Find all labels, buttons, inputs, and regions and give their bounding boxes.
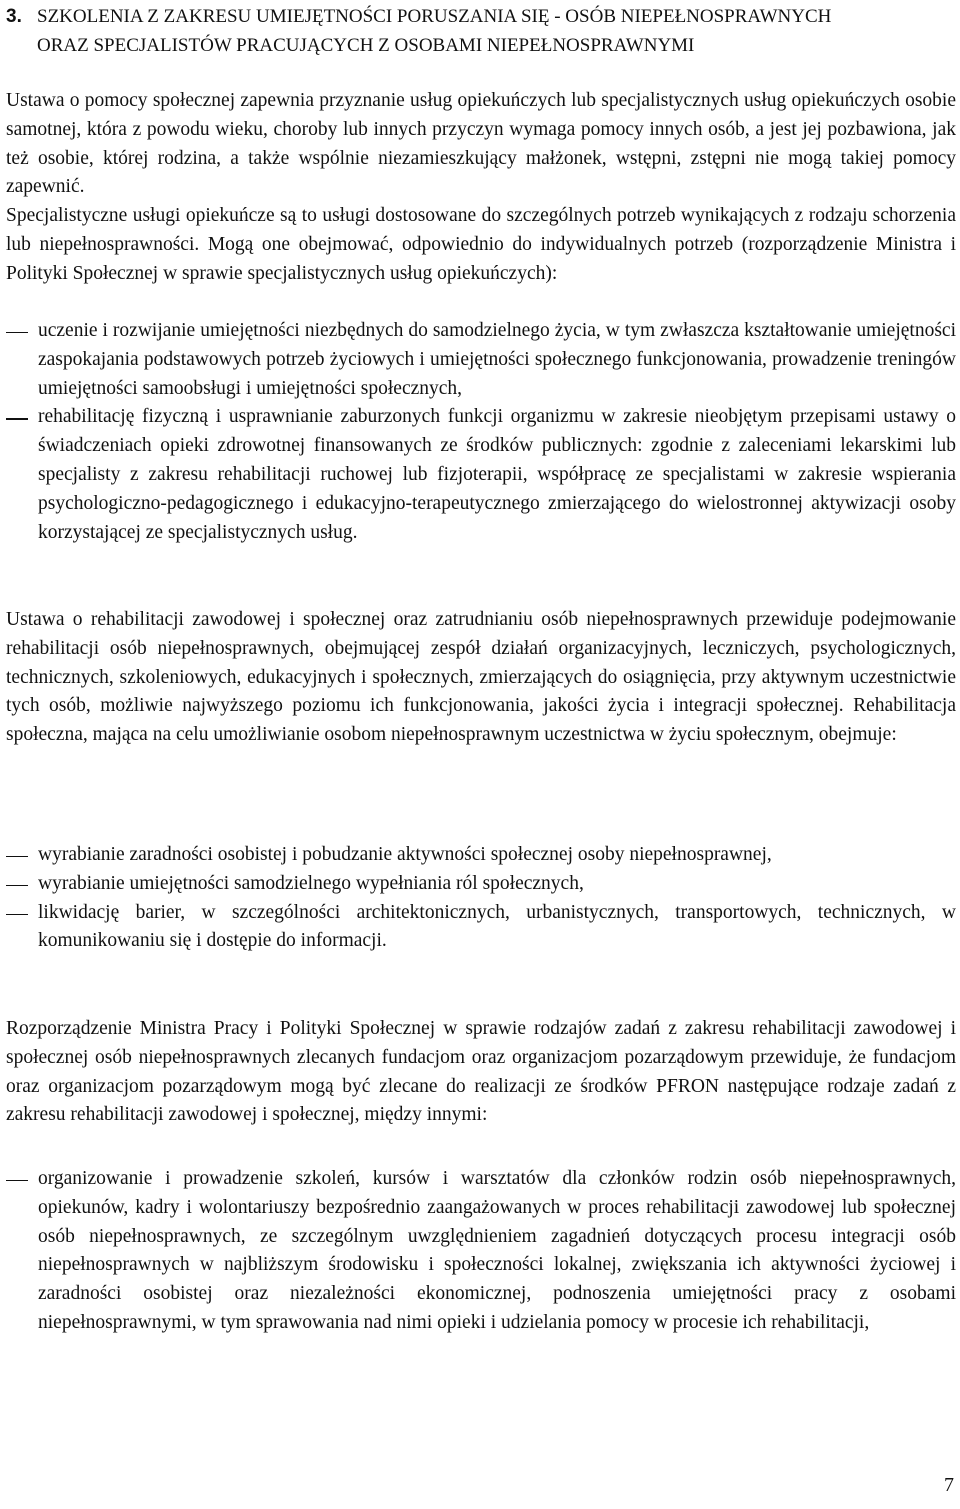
section-title-line-2: ORAZ SPECJALISTÓW PRACUJĄCYCH Z OSOBAMI NIEPEŁNOSPRAWNYMI — [37, 35, 695, 56]
page-number: 7 — [944, 1474, 954, 1496]
list-item-text: wyrabianie umiejętności samodzielnego wypełniania ról społecznych, — [38, 872, 584, 894]
section-heading — [6, 2, 956, 60]
list-item-text: likwidację barier, w szczególności architektonicznych, urbanistycznych, transportowych, technicznych, w komunikowaniu się i dostępie do informacji. — [38, 901, 956, 952]
list-item — [6, 841, 956, 870]
paragraph-specjalistyczne-uslugi: Specjalistyczne usługi opiekuńcze są to usługi dostosowane do szczególnych potrzeb wynikających z rodzaju schorzenia lub niepełnosprawności. Mogą one obejmować, odpowiednio do indywidualnych potrzeb (rozporządzenie Ministra i Polityki Społecznej w sprawie specjalistycznych usług opiekuńczych): — [6, 205, 956, 284]
list-rehabilitacja-spoleczna — [6, 841, 956, 956]
list-zadania-pfron — [6, 1165, 956, 1338]
list-item-text: wyrabianie zaradności osobistej i pobudzanie aktywności społecznej osoby niepełnosprawnej, — [38, 844, 772, 865]
list-item — [6, 1165, 956, 1338]
list-item-text: organizowanie i prowadzenie szkoleń, kursów i warsztatów dla członków rodzin osób niepełnosprawnych, opiekunów, kadry i wolontariuszy bezpośrednio zaangażowanych w proces rehabilitacji zawodowej lub społecznej osób niepełnosprawnych, ze szczególnym uwzględnieniem zagadnień dotyczących procesu integracji osób niepełnosprawnych w najbliższym środowisku i społeczności lokalnej, zwiększania ich aktywności życiowej i zaradności osobistej oraz niezależności ekonomicznej, podnoszenia umiejętności pracy z osobami niepełnosprawnymi, w tym sprawowania nad nimi opieki i udzielania pomocy w procesie ich rehabilitacji, — [38, 1168, 956, 1333]
list-item-text: rehabilitację fizyczną i usprawnianie zaburzonych funkcji organizmu w zakresie nieobjętym przepisami ustawy o świadczeniach opieki zdrowotnej finansowanych ze środków publicznych: zgodnie z zaleceniami lekarskimi lub specjalisty z zakresu rehabilitacji ruchowej lub fizjoterapii, współpracę ze specjalistami w zakresie wspierania psychologiczno-pedagogicznego i edukacyjno-terapeutycznego zmierzającego do wielostronnej aktywizacji osoby korzystającej ze specjalistycznych usług. — [38, 406, 956, 543]
paragraph-rozporzadzenie: Rozporządzenie Ministra Pracy i Polityki Społecznej w sprawie rodzajów zadań z zakresu rehabilitacji zawodowej i społecznej osób niepełnosprawnych zlecanych fundacjom oraz organizacjom pozarządowym przewiduje, że fundacjom oraz organizacjom pozarządowym mogą być zlecane do realizacji ze środków PFRON następujące rodzaje zadań z zakresu rehabilitacji zawodowej i społecznej, między innymi: — [6, 1018, 956, 1126]
list-item-text: uczenie i rozwijanie umiejętności niezbędnych do samodzielnego życia, w tym zwłaszcza kształtowanie umiejętności zaspokajania podstawowych potrzeb życiowych i umiejętności społecznego funkcjonowania, prowadzenie treningów umiejętności samoobsługi i umiejętności społecznych, — [38, 320, 956, 399]
list-item — [6, 870, 956, 899]
section-number: 3. — [6, 6, 22, 27]
list-item — [6, 403, 956, 547]
section-title-line-1: SZKOLENIA Z ZAKRESU UMIEJĘTNOŚCI PORUSZANIA SIĘ - OSÓB NIEPEŁNOSPRAWNYCH — [37, 6, 832, 27]
paragraph-pomoc-spoleczna: Ustawa o pomocy społecznej zapewnia przyznanie usług opiekuńczych lub specjalistycznych usług opiekuńczych osobie samotnej, która z powodu wieku, choroby lub innych przyczyn wymaga pomocy innych osób, a jest jej pozbawiona, jak też osobie, której rodzina, a także wspólnie niezamieszkujący małżonek, wstępni, zstępni nie mogą takiej pomocy zapewnić. — [6, 90, 956, 198]
list-item — [6, 317, 956, 403]
paragraph-rehabilitacja-zawodowa: Ustawa o rehabilitacji zawodowej i społecznej oraz zatrudnianiu osób niepełnosprawnych przewiduje podejmowanie rehabilitacji osób niepełnosprawnych, obejmującej zespół działań organizacyjnych, leczniczych, psychologicznych, technicznych, szkoleniowych, edukacyjnych i społecznych, zmierzających do osiągnięcia, przy aktywnym uczestnictwie tych osób, możliwie najwyższego poziomu ich funkcjonowania, jakości życia i integracji społecznej. Rehabilitacja społeczna, mająca na celu umożliwianie osobom niepełnosprawnym uczestnictwa w życiu społecznym, obejmuje: — [6, 609, 956, 746]
section-heading-line-1 — [6, 2, 956, 31]
list-specjalistyczne-uslugi — [6, 317, 956, 547]
list-item — [6, 899, 956, 957]
